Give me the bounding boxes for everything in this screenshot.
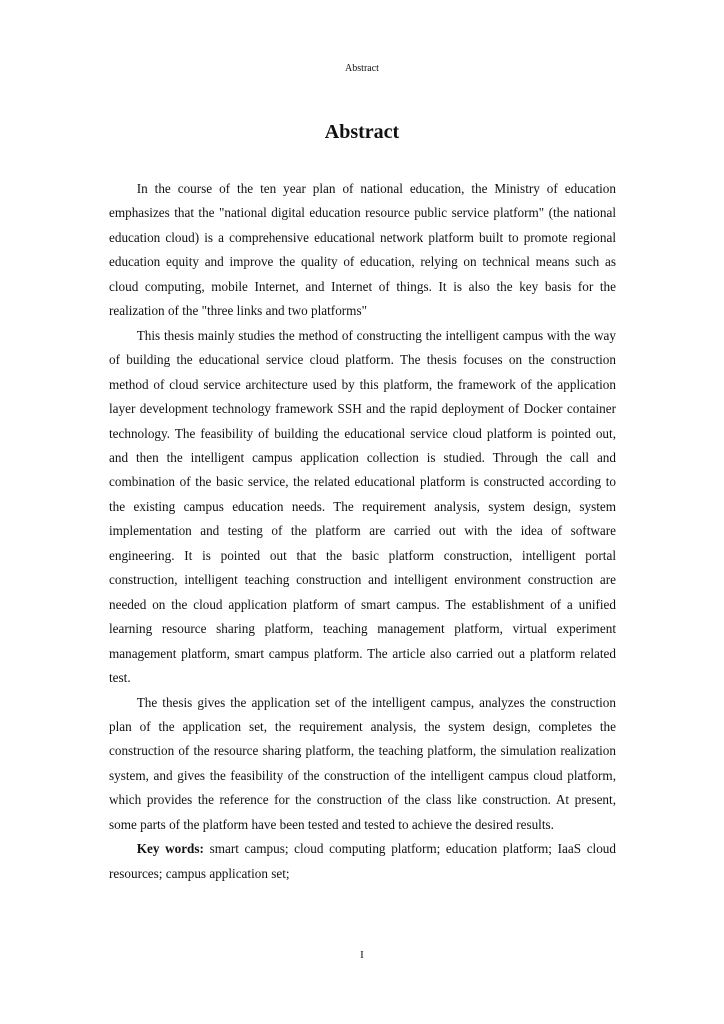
abstract-paragraph-1: In the course of the ten year plan of national education, the Ministry of education emphasizes that the "national digital education resource public service platform" (the national education cloud) is a comprehensive educational network platform built to promote regional education equity and improve the quality of education, relying on technical means such as cloud computing, mobile Internet, and Internet of things. It is also the key basis for the realization of the "three links and two platforms" [109,181,616,319]
page-number: I [360,949,364,961]
keywords-label: Key words: [136,841,204,857]
abstract-paragraph-3: The thesis gives the application set of the intelligent campus, analyzes the construction plan of the application set, the requirement analysis, the system design, completes the construction of the resource sharing platform, the teaching platform, the simulation realization system, and gives the feasibility of the construction of the intelligent campus cloud platform, which provides the reference for the construction of the class like construction. At present, some parts of the platform have been tested and tested to achieve the desired results. [109,694,616,832]
keywords-text: smart campus; cloud computing platform; education platform; IaaS cloud resources; campus application set; [109,841,616,881]
running-header: Abstract [345,63,379,74]
abstract-body [109,177,616,886]
keywords-paragraph [109,837,616,886]
abstract-paragraph-2: This thesis mainly studies the method of constructing the intelligent campus with the way of building the educational service cloud platform. The thesis focuses on the construction method of cloud service architecture used by this platform, the framework of the application layer development technology framework SSH and the rapid deployment of Docker container technology. The feasibility of building the educational service cloud platform is pointed out, and then the intelligent campus application collection is studied. Through the call and combination of the basic service, the related educational platform is constructed according to the existing campus education needs. The requirement analysis, system design, system implementation and testing of the platform are carried out with the idea of software engineering. It is pointed out that the basic platform construction, intelligent portal construction, intelligent teaching construction and intelligent environment construction are needed on the cloud application platform of smart campus. The establishment of a unified learning resource sharing platform, teaching management platform, virtual experiment management platform, smart campus platform. The article also carried out a platform related test. [109,327,616,686]
page-title: Abstract [324,121,400,143]
